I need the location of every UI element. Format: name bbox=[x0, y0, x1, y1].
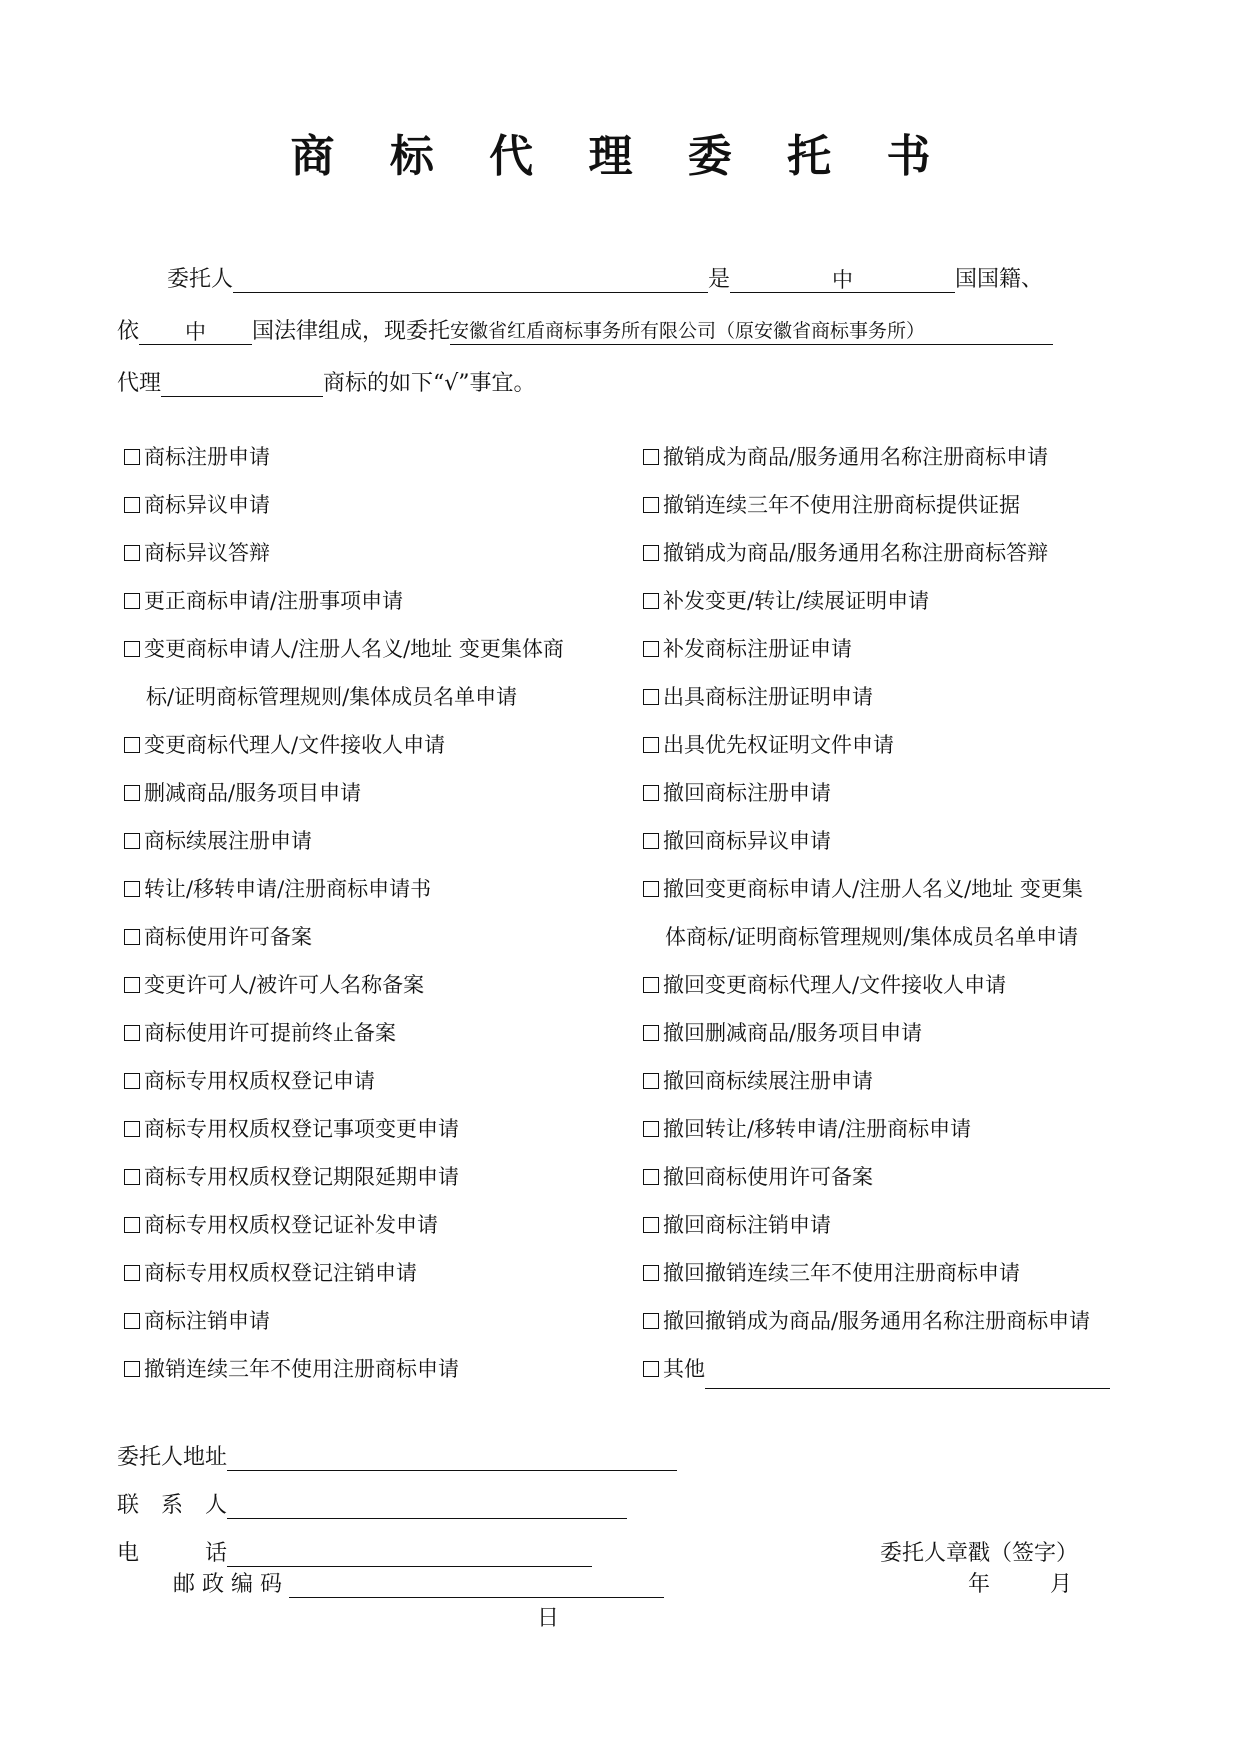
checkbox[interactable] bbox=[124, 929, 140, 945]
checklist-item-label: 标/证明商标管理规则/集体成员名单申请 bbox=[146, 685, 518, 709]
agent-field[interactable] bbox=[450, 316, 1053, 345]
checklist-item bbox=[643, 1205, 1110, 1253]
checklist-item bbox=[124, 533, 564, 581]
checkbox[interactable] bbox=[643, 1121, 659, 1137]
checklist-item-label: 撤销连续三年不使用注册商标提供证据 bbox=[663, 493, 1020, 517]
checklist-item bbox=[124, 821, 564, 869]
checklist-item-label: 变更商标申请人/注册人名义/地址 变更集体商 bbox=[144, 637, 564, 661]
intro-line-1 bbox=[167, 262, 1043, 293]
checklist-item bbox=[643, 437, 1110, 485]
checklist-item-label: 删减商品/服务项目申请 bbox=[144, 781, 362, 805]
checklist-item bbox=[643, 965, 1110, 1013]
checklist-item-label: 商标专用权质权登记证补发申请 bbox=[144, 1213, 438, 1237]
checklist-item bbox=[124, 1349, 564, 1397]
checkbox[interactable] bbox=[643, 1361, 659, 1377]
checklist-item-label: 撤回变更商标代理人/文件接收人申请 bbox=[663, 973, 1007, 997]
checklist-item bbox=[124, 1013, 564, 1061]
checkbox[interactable] bbox=[643, 497, 659, 513]
left-checklist bbox=[124, 437, 564, 1397]
checklist-item-label: 撤回商标注册申请 bbox=[663, 781, 831, 805]
agency-label: 代理 bbox=[117, 371, 162, 396]
address-label: 委托人地址 bbox=[117, 1445, 228, 1470]
checklist-item-label: 商标续展注册申请 bbox=[144, 829, 312, 853]
date-year-month bbox=[968, 1567, 1072, 1598]
checklist-item bbox=[643, 533, 1110, 581]
checkbox[interactable] bbox=[124, 833, 140, 849]
checkbox[interactable] bbox=[124, 1025, 140, 1041]
checkbox[interactable] bbox=[124, 449, 140, 465]
year-label: 年 bbox=[968, 1572, 991, 1597]
checkbox[interactable] bbox=[124, 497, 140, 513]
according-label: 依 bbox=[117, 319, 140, 344]
checklist-item-label: 商标专用权质权登记注销申请 bbox=[144, 1261, 417, 1285]
checklist-item-label: 撤回商标使用许可备案 bbox=[663, 1165, 873, 1189]
checkbox[interactable] bbox=[643, 689, 659, 705]
checkbox[interactable] bbox=[124, 545, 140, 561]
is-label: 是 bbox=[708, 267, 731, 292]
checklist-item bbox=[643, 581, 1110, 629]
checkbox[interactable] bbox=[124, 1313, 140, 1329]
checkbox[interactable] bbox=[124, 641, 140, 657]
checklist-item-label: 商标专用权质权登记期限延期申请 bbox=[144, 1165, 459, 1189]
phone-row bbox=[117, 1536, 592, 1567]
checklist-item-label: 撤回商标异议申请 bbox=[663, 829, 831, 853]
checklist-item bbox=[124, 917, 564, 965]
checklist-item-label: 变更许可人/被许可人名称备案 bbox=[144, 973, 425, 997]
phone-field[interactable] bbox=[227, 1538, 592, 1567]
law-country-field[interactable] bbox=[139, 316, 252, 345]
checklist-item-label: 体商标/证明商标管理规则/集体成员名单申请 bbox=[665, 925, 1079, 949]
checklist-item-label: 商标使用许可备案 bbox=[144, 925, 312, 949]
postcode-field[interactable] bbox=[289, 1569, 664, 1598]
checklist-item-label: 撤回转让/移转申请/注册商标申请 bbox=[663, 1117, 972, 1141]
checkbox[interactable] bbox=[124, 1073, 140, 1089]
checklist-item bbox=[124, 773, 564, 821]
checklist-item bbox=[124, 437, 564, 485]
checklist-item bbox=[124, 965, 564, 1013]
checklist-item bbox=[643, 1301, 1110, 1349]
checkbox[interactable] bbox=[643, 1025, 659, 1041]
nationality-suffix: 国国籍、 bbox=[955, 267, 1044, 292]
checklist-item-label: 商标注销申请 bbox=[144, 1309, 270, 1333]
checklist-item bbox=[643, 725, 1110, 773]
checkbox[interactable] bbox=[643, 785, 659, 801]
nationality-value: 中 bbox=[832, 268, 854, 292]
nationality-field[interactable] bbox=[730, 264, 955, 293]
document-title: 商 标 代 理 委 托 书 bbox=[290, 131, 951, 182]
checklist-item bbox=[643, 1013, 1110, 1061]
checkbox[interactable] bbox=[643, 881, 659, 897]
matters-label: 商标的如下“√”事宜。 bbox=[323, 371, 536, 396]
checklist-item-label: 撤回撤销连续三年不使用注册商标申请 bbox=[663, 1261, 1020, 1285]
phone-label: 电 话 bbox=[117, 1541, 228, 1566]
checkbox[interactable] bbox=[124, 1169, 140, 1185]
law-country-value: 中 bbox=[185, 320, 207, 344]
checklist-item-label: 出具优先权证明文件申请 bbox=[663, 733, 894, 757]
checklist-item bbox=[124, 1301, 564, 1349]
checklist-item bbox=[124, 1109, 564, 1157]
checkbox[interactable] bbox=[124, 737, 140, 753]
checklist-item-label: 撤回商标续展注册申请 bbox=[663, 1069, 873, 1093]
checkbox[interactable] bbox=[643, 545, 659, 561]
checklist-item bbox=[643, 1109, 1110, 1157]
postcode-row bbox=[173, 1567, 664, 1598]
checklist-item-label: 转让/移转申请/注册商标申请书 bbox=[144, 877, 432, 901]
checklist-item bbox=[643, 1061, 1110, 1109]
postcode-label: 邮 政 编 码 bbox=[173, 1572, 282, 1597]
intro-line-3 bbox=[117, 366, 536, 397]
checklist-item-label: 撤销连续三年不使用注册商标申请 bbox=[144, 1357, 459, 1381]
checkbox[interactable] bbox=[643, 737, 659, 753]
checklist-item bbox=[643, 1349, 1110, 1397]
checklist-item bbox=[643, 485, 1110, 533]
checklist-item-label: 商标使用许可提前终止备案 bbox=[144, 1021, 396, 1045]
address-field[interactable] bbox=[227, 1442, 677, 1471]
checklist-item-label: 补发商标注册证申请 bbox=[663, 637, 852, 661]
intro-line-2 bbox=[117, 314, 1053, 345]
checklist-item-label: 补发变更/转让/续展证明申请 bbox=[663, 589, 930, 613]
checklist-item-label: 更正商标申请/注册事项申请 bbox=[144, 589, 404, 613]
checklist-item bbox=[643, 773, 1110, 821]
checkbox[interactable] bbox=[643, 1265, 659, 1281]
checkbox[interactable] bbox=[643, 593, 659, 609]
checklist-item bbox=[643, 917, 1110, 965]
day-label: 日 bbox=[537, 1606, 560, 1631]
checklist-item bbox=[124, 485, 564, 533]
checklist-item bbox=[124, 725, 564, 773]
checklist-item bbox=[643, 821, 1110, 869]
contact-field[interactable] bbox=[227, 1490, 627, 1519]
checkbox[interactable] bbox=[643, 1313, 659, 1329]
checklist-item bbox=[643, 1253, 1110, 1301]
checklist-item bbox=[643, 869, 1110, 917]
checklist-item bbox=[124, 629, 564, 677]
checklist-item bbox=[124, 1061, 564, 1109]
checklist-item-label: 撤回撤销成为商品/服务通用名称注册商标申请 bbox=[663, 1309, 1091, 1333]
entrust-label: 国法律组成，现委托 bbox=[252, 319, 451, 344]
checklist-item-label: 商标注册申请 bbox=[144, 445, 270, 469]
checkbox[interactable] bbox=[124, 1265, 140, 1281]
checkbox[interactable] bbox=[643, 1073, 659, 1089]
checklist-item-label: 商标专用权质权登记申请 bbox=[144, 1069, 375, 1093]
checklist-item-label: 撤回变更商标申请人/注册人名义/地址 变更集 bbox=[663, 877, 1083, 901]
checklist-item bbox=[643, 1157, 1110, 1205]
checklist-item bbox=[124, 1253, 564, 1301]
checkbox[interactable] bbox=[643, 977, 659, 993]
checkbox[interactable] bbox=[643, 833, 659, 849]
checkbox[interactable] bbox=[124, 881, 140, 897]
checkbox[interactable] bbox=[124, 977, 140, 993]
checkbox[interactable] bbox=[124, 593, 140, 609]
checklist-item-label: 商标异议申请 bbox=[144, 493, 270, 517]
checkbox[interactable] bbox=[124, 1121, 140, 1137]
checklist-item bbox=[124, 1157, 564, 1205]
checkbox[interactable] bbox=[643, 1217, 659, 1233]
checkbox[interactable] bbox=[124, 1361, 140, 1377]
checkbox[interactable] bbox=[124, 1217, 140, 1233]
checklist-item bbox=[124, 581, 564, 629]
other-field[interactable] bbox=[705, 1360, 1110, 1389]
address-row bbox=[117, 1440, 677, 1471]
principal-label: 委托人 bbox=[167, 267, 234, 292]
trademark-field[interactable] bbox=[161, 368, 323, 397]
contact-row bbox=[117, 1488, 627, 1519]
checklist-item-label: 商标专用权质权登记事项变更申请 bbox=[144, 1117, 459, 1141]
checklist-item bbox=[643, 677, 1110, 725]
checklist-item-label: 撤销成为商品/服务通用名称注册商标申请 bbox=[663, 445, 1049, 469]
checkbox[interactable] bbox=[124, 785, 140, 801]
checklist-item-label: 撤回商标注销申请 bbox=[663, 1213, 831, 1237]
checkbox[interactable] bbox=[643, 1169, 659, 1185]
checklist-item bbox=[643, 629, 1110, 677]
checklist-item-label: 撤销成为商品/服务通用名称注册商标答辩 bbox=[663, 541, 1049, 565]
checklist-item bbox=[124, 1205, 564, 1253]
checkbox[interactable] bbox=[643, 641, 659, 657]
checklist-item bbox=[124, 677, 564, 725]
right-checklist bbox=[643, 437, 1110, 1397]
checklist-item bbox=[124, 869, 564, 917]
agent-name: 安徽省红盾商标事务所有限公司（原安徽省商标事务所） bbox=[450, 320, 926, 342]
checklist-item-label: 出具商标注册证明申请 bbox=[663, 685, 873, 709]
seal-label: 委托人章戳（签字） bbox=[880, 1541, 1079, 1566]
checklist-item-label: 商标异议答辩 bbox=[144, 541, 270, 565]
checkbox[interactable] bbox=[643, 449, 659, 465]
month-label: 月 bbox=[1050, 1572, 1073, 1597]
checklist-item-label: 变更商标代理人/文件接收人申请 bbox=[144, 733, 446, 757]
checklist-item-label: 其他 bbox=[663, 1357, 705, 1381]
checklist-item-label: 撤回删减商品/服务项目申请 bbox=[663, 1021, 923, 1045]
principal-field[interactable] bbox=[233, 264, 708, 293]
contact-label: 联 系 人 bbox=[117, 1493, 228, 1518]
